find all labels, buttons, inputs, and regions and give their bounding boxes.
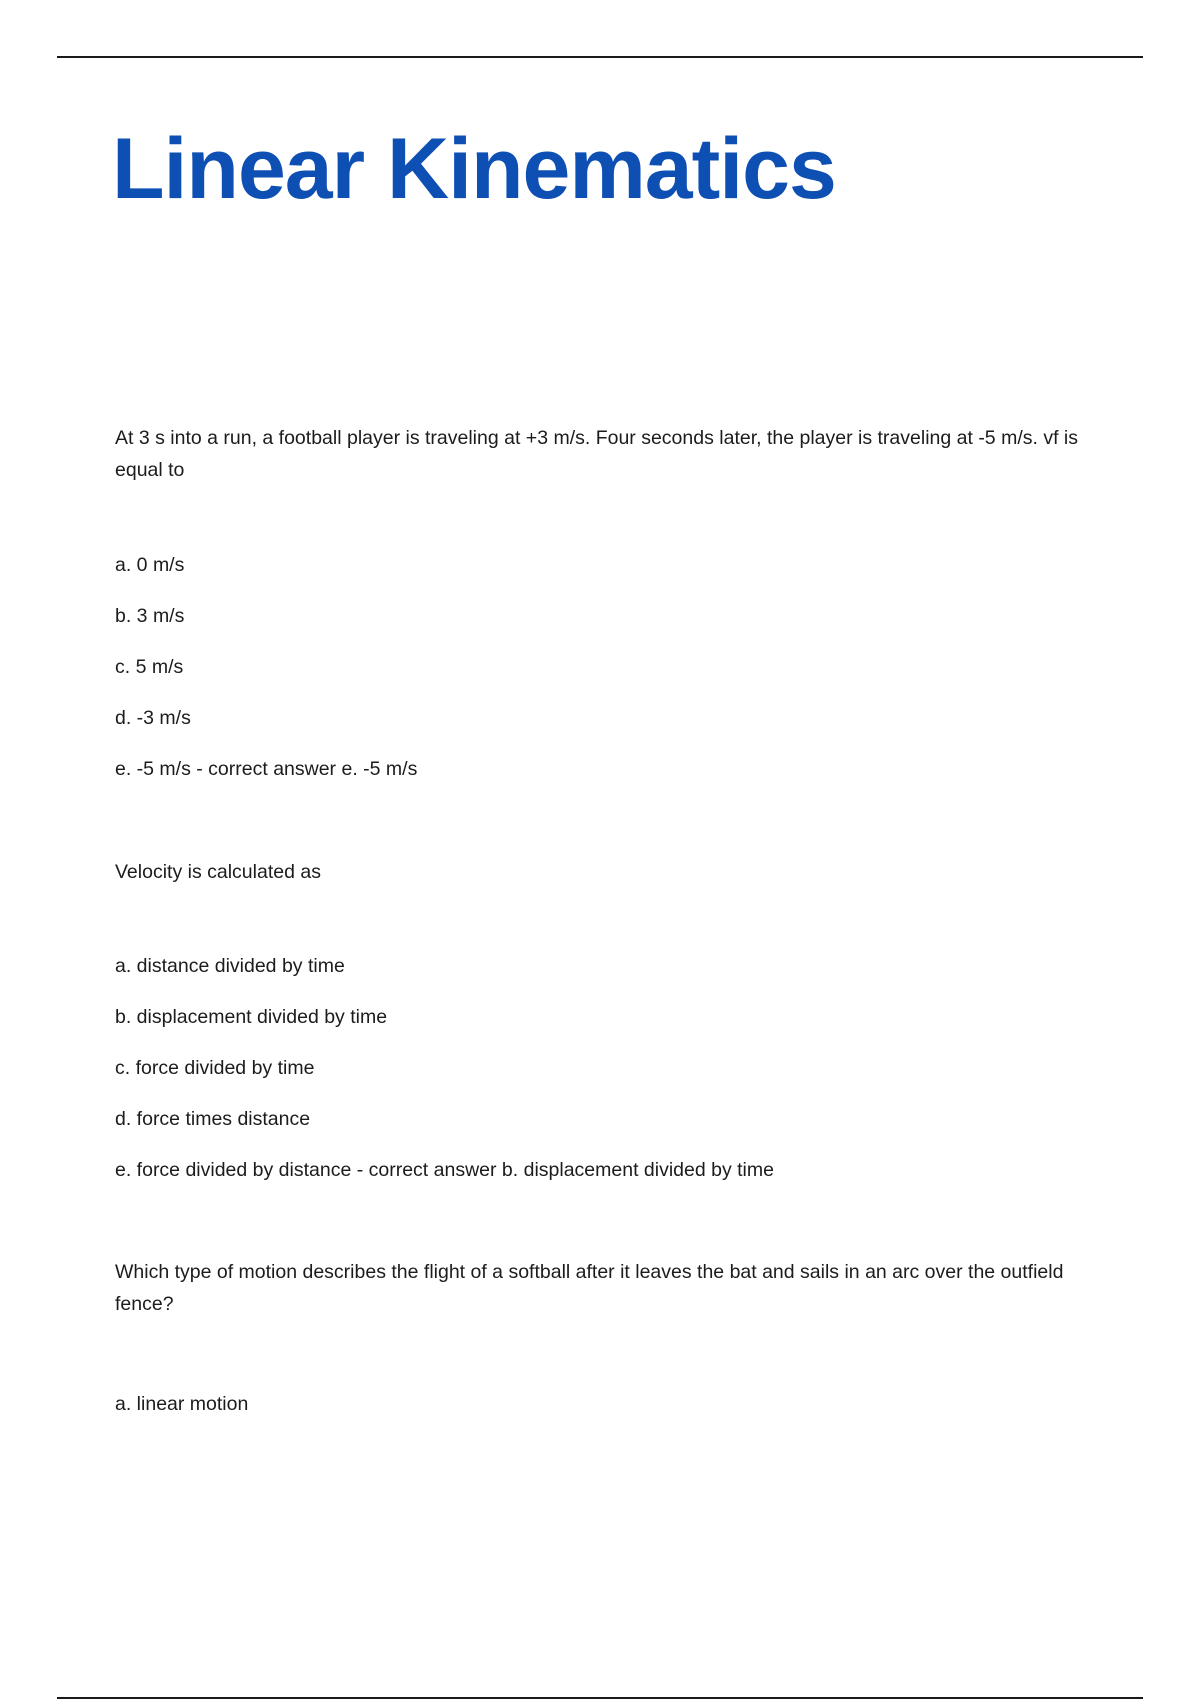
answer-option: b. displacement divided by time xyxy=(115,1006,388,1028)
answer-options xyxy=(115,1388,1120,1420)
page-title: Linear Kinematics xyxy=(112,121,836,217)
question-text: Velocity is calculated as xyxy=(115,861,321,883)
answer-option: a. 0 m/s xyxy=(115,554,185,576)
answer-option: c. force divided by time xyxy=(115,1057,315,1079)
answer-option: e. force divided by distance - correct answer b. displacement divided by time xyxy=(115,1159,774,1181)
answer-option: a. distance divided by time xyxy=(115,955,345,977)
answer-option: c. 5 m/s xyxy=(115,656,184,678)
answer-options xyxy=(115,950,1120,1186)
answer-options xyxy=(115,549,1120,785)
bottom-rule xyxy=(57,1697,1143,1699)
document-body xyxy=(115,422,1120,1420)
answer-option: b. 3 m/s xyxy=(115,605,185,627)
question-text: At 3 s into a run, a football player is traveling at +3 m/s. Four seconds later, the player is traveling at -5 m/s. vf is equal to xyxy=(115,427,1078,481)
top-rule xyxy=(57,56,1143,58)
question-2 xyxy=(115,856,1120,1186)
question-1 xyxy=(115,422,1120,785)
answer-option: a. linear motion xyxy=(115,1393,249,1415)
answer-option: e. -5 m/s - correct answer e. -5 m/s xyxy=(115,758,418,780)
answer-option: d. force times distance xyxy=(115,1108,311,1130)
answer-option: d. -3 m/s xyxy=(115,707,191,729)
question-text: Which type of motion describes the flight of a softball after it leaves the bat and sails in an arc over the outfield fence? xyxy=(115,1261,1064,1315)
question-3 xyxy=(115,1256,1120,1420)
